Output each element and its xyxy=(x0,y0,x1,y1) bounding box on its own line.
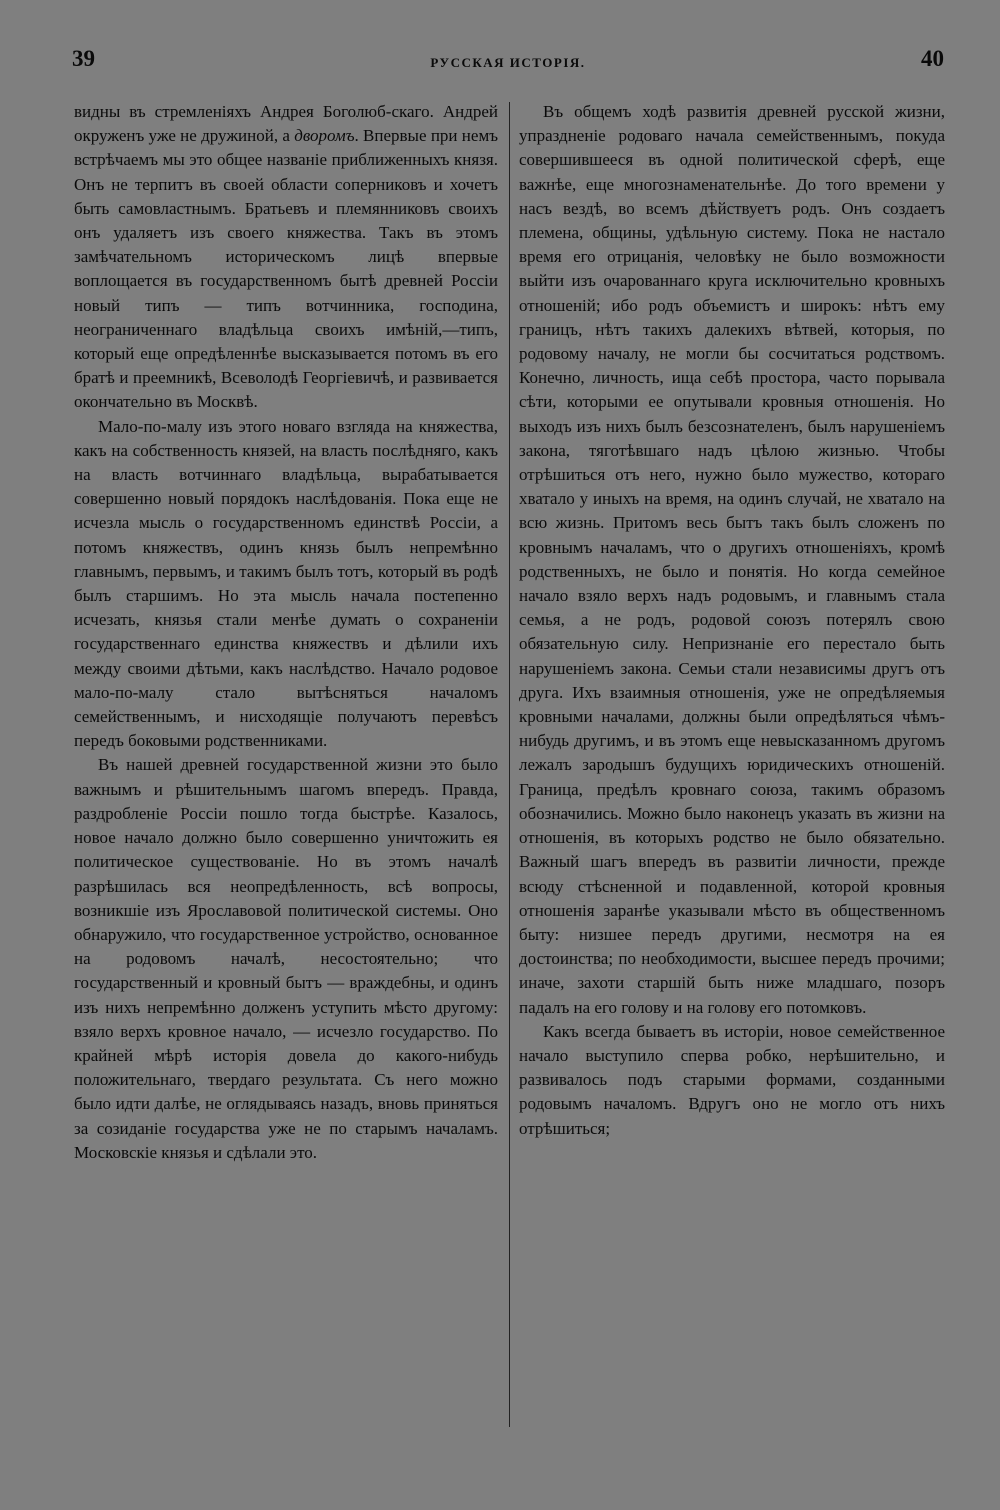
running-title: РУССКАЯ ИСТОРІЯ. xyxy=(430,55,586,70)
right-paragraph-2: Какъ всегда бываетъ въ исторіи, новое семейственное начало выступило сперва робко, нерѣшительно, и развивалось подъ старыми формами, созданными родовымъ началомъ. Вдругъ оно не могло отъ нихъ отрѣшиться; xyxy=(519,1021,945,1138)
page-header xyxy=(72,46,944,86)
right-column xyxy=(519,100,945,1430)
left-p1-text-b: . Впервые при немъ встрѣчаемъ мы это общее названіе приближенныхъ князя. Онъ не терпитъ въ своей области соперниковъ и хочетъ быть самовластнымъ. Братьевъ и племянниковъ своихъ онъ удаляетъ изъ своего княжества. Такъ въ этомъ замѣчательномъ историческомъ лицѣ впервые воплощается въ государственномъ бытѣ древней Россіи новый типъ — типъ вотчинника, господина, неограниченнаго владѣльца своихъ имѣній,—типъ, который еще опредѣленнѣе высказывается потомъ въ его братѣ и преемникѣ, Всеволодѣ Георгіевичѣ, и развивается окончательно въ Москвѣ. xyxy=(74,126,498,412)
column-divider xyxy=(509,102,510,1427)
right-paragraph-1: Въ общемъ ходѣ развитія древней русской жизни, упраздненіе родоваго начала семейственнымъ, покуда совершившееся въ одной политической сферѣ, еще важнѣе, еще многознаменательнѣе. До того времени у насъ вездѣ, во всемъ дѣйствуетъ родъ. Онъ создаетъ племена, общины, удѣльную систему. Пока не настало время его отрицанія, человѣку не было возможности выйти изъ очарованнаго круга исключительно кровныхъ отношеній; ибо родъ объемистъ и широкъ: нѣтъ ему границъ, нѣтъ такихъ далекихъ вѣтвей, которыя, по родовому началу, не могли бы сосчитаться родствомъ. Конечно, личность, ища себѣ простора, часто порывала сѣти, которыми ее опутывали кровныя отношенія. Но выходъ изъ нихъ былъ безсознателенъ, былъ нарушеніемъ закона, тяготѣвшаго надъ цѣлою жизнью. Чтобы отрѣшиться отъ него, нужно было мужество, котораго хватало у иныхъ на время, на одинъ случай, не хватало на всю жизнь. Притомъ весь бытъ такъ былъ сложенъ по кровнымъ началамъ, что о другихъ отношеніяхъ, кромѣ родственныхъ, не было и понятія. Но когда семейное начало взяло верхъ надъ родовымъ, и главнымъ стала семья, а не родъ, родовой союзъ потерялъ свою обязательную силу. Непризнаніе его перестало быть нарушеніемъ закона. Семьи стали независимы другъ отъ друга. Ихъ взаимныя отношенія, уже не опредѣляемыя кровными началами, должны были опредѣляться чѣмъ-нибудь другимъ, и въ этомъ еще невысказанномъ другомъ лежалъ зародышъ будущихъ юридическихъ отношеній. Граница, предѣлъ кровнаго союза, такимъ образомъ обозначились. Можно было наконецъ указать въ жизни на отношенія, въ которыхъ родство не было обязательно. Важный шагъ впередъ въ развитіи личности, прежде всюду стѣсненной и подавленной, которой кровныя отношенія заранѣе указывали мѣсто въ общественномъ быту: низшее передъ другими, несмотря на ея достоинства; по необходимости, высшее передъ прочими; иначе, захоти старшій быть ниже младшаго, позоръ падалъ на его голову и на голову его потомковъ. xyxy=(519,102,945,1017)
left-paragraph-1 xyxy=(74,100,498,415)
left-paragraph-2: Мало-по-малу изъ этого новаго взгляда на княжества, какъ на собственность князей, на власть послѣдняго, какъ на власть вотчиннаго владѣльца, вырабатывается совершенно новый порядокъ наслѣдованія. Пока еще не исчезла мысль о государственномъ единствѣ Россіи, а потомъ княжествъ, одинъ князь былъ непремѣнно главнымъ, первымъ, и такимъ былъ тотъ, который въ родѣ былъ старшимъ. Но эта мысль начала постепенно исчезать, князья стали менѣе думать о сохраненіи государственнаго единства княжествъ и дѣлили ихъ между своими дѣтьми, какъ наслѣдство. Начало родовое мало-по-малу стало вытѣсняться началомъ семейственнымъ, и нисходящіе получаютъ перевѣсъ передъ боковыми родственниками. xyxy=(74,416,498,751)
left-p1-emphasis: дворомъ xyxy=(294,126,355,146)
left-p1-text-a: видны въ стремленіяхъ Андрея Боголюб-скаго. Андрей окруженъ уже не дружиной, а xyxy=(74,102,498,146)
left-paragraph-3: Въ нашей древней государственной жизни это было важнымъ и рѣшительнымъ шагомъ впередъ. Правда, раздробленіе Россіи пошло тогда быстрѣе. Казалось, новое начало должно было совершенно уничтожить ея политическое существованіе. Но въ этомъ началѣ разрѣшилась вся неопредѣленность, всѣ вопросы, возникшіе изъ Ярославовой политической системы. Оно обнаружило, что государственное устройство, основанное на родовомъ началѣ, несостоятельно; что государственный и кровный бытъ — враждебны, и одинъ изъ нихъ непремѣнно долженъ уступить мѣсто другому: взяло верхъ кровное начало, — исчезло государство. По крайней мѣрѣ исторія довела до какого-нибудь положительнаго, твердаго результата. Съ него можно было идти далѣе, не оглядываясь назадъ, вновь приняться за созиданіе государства уже не по старымъ началамъ. Московскіе князья и сдѣлали это. xyxy=(74,755,498,1162)
left-column xyxy=(74,100,498,1430)
page-number-right: 40 xyxy=(921,46,944,71)
page-number-left: 39 xyxy=(72,46,95,71)
